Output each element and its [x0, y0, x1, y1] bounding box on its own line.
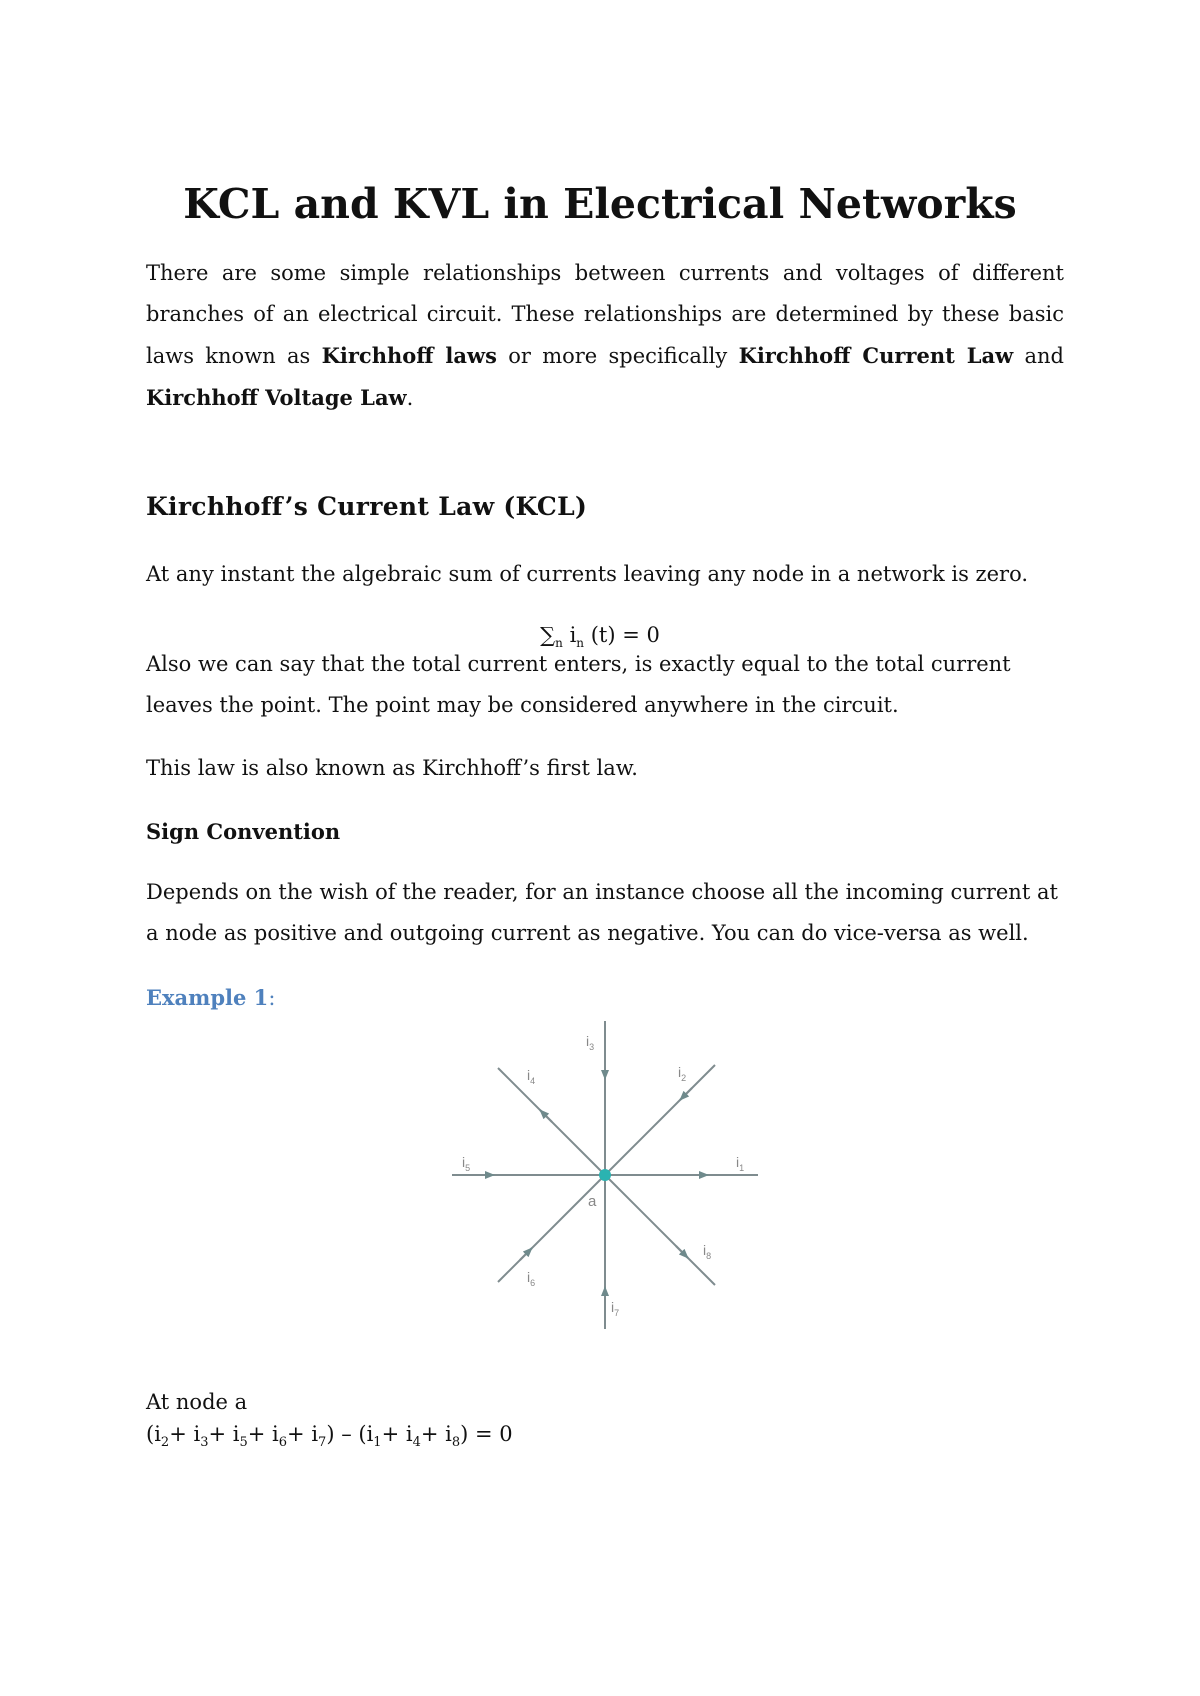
formula-var-sub: n	[576, 636, 585, 651]
branch-line-diagonal-se	[605, 1175, 715, 1285]
arrow-i4	[540, 1110, 552, 1122]
label-i4: $i_4$	[527, 1067, 536, 1086]
branch-line-diagonal-sw	[498, 1175, 605, 1282]
intro-bold-kirchhoff-laws: Kirchhoff laws	[321, 343, 497, 368]
kcl-first-law: This law is also known as Kirchhoff’s first law.	[146, 756, 638, 780]
node-equation: $(i_2+ i_3+ i_5+ i_6+ i_7) - (i_1+ i_4+ i_8) = 0$	[146, 1422, 513, 1451]
arrow-i2	[680, 1088, 692, 1100]
branch-line-diagonal-ne	[605, 1065, 715, 1175]
intro-bold-kcl: Kirchhoff Current Law	[738, 343, 1014, 368]
intro-text-2: or more specifically	[496, 344, 739, 368]
formula-var: i	[569, 623, 577, 647]
example-label-colon: :	[268, 986, 276, 1010]
label-i1: $i_1$	[736, 1154, 745, 1173]
example-label	[146, 978, 275, 1018]
kcl-heading: Kirchhoff’s Current Law (KCL)	[146, 492, 588, 521]
formula-sigma-sub: n	[555, 636, 563, 651]
label-i6: $i_6$	[527, 1269, 536, 1288]
label-i3: $i_3$	[586, 1033, 595, 1052]
intro-paragraph	[146, 253, 1064, 419]
label-i2: $i_2$	[678, 1064, 687, 1083]
label-i5: $i_5$	[462, 1154, 471, 1173]
kcl-node-diagram	[440, 1015, 770, 1335]
intro-text-3: and	[1013, 344, 1064, 368]
node-a	[599, 1169, 611, 1181]
formula-rest: (t) = 0	[584, 623, 660, 647]
example-label-text: Example 1	[146, 985, 269, 1010]
intro-text-4: .	[406, 386, 414, 410]
intro-text-1: There are some simple relationships between currents and voltages of different branches of an electrical circuit. These relationships are determined by these basic laws known as	[146, 261, 1064, 368]
kcl-statement: At any instant the algebraic sum of currents leaving any node in a network is zero.	[146, 562, 1029, 586]
arrow-i6	[520, 1248, 532, 1260]
arrow-i8	[676, 1246, 688, 1258]
node-a-label: a	[588, 1193, 597, 1210]
sign-convention-heading: Sign Convention	[146, 819, 341, 844]
node-caption: At node a	[146, 1390, 248, 1414]
intro-bold-kvl: Kirchhoff Voltage Law	[146, 385, 407, 410]
document-title: KCL and KVL in Electrical Networks	[183, 180, 1017, 228]
kcl-also-paragraph: Also we can say that the total current enters, is exactly equal to the total current leaves the point. The point may be considered anywhere in the circuit.	[146, 652, 1011, 717]
label-i7: $i_7$	[611, 1299, 620, 1318]
formula-sigma: ∑	[540, 623, 556, 647]
label-i8: $i_8$	[703, 1242, 712, 1261]
sign-convention-text: Depends on the wish of the reader, for an instance choose all the incoming current at a node as positive and outgoing current as negative. You can do vice-versa as well.	[146, 880, 1058, 945]
